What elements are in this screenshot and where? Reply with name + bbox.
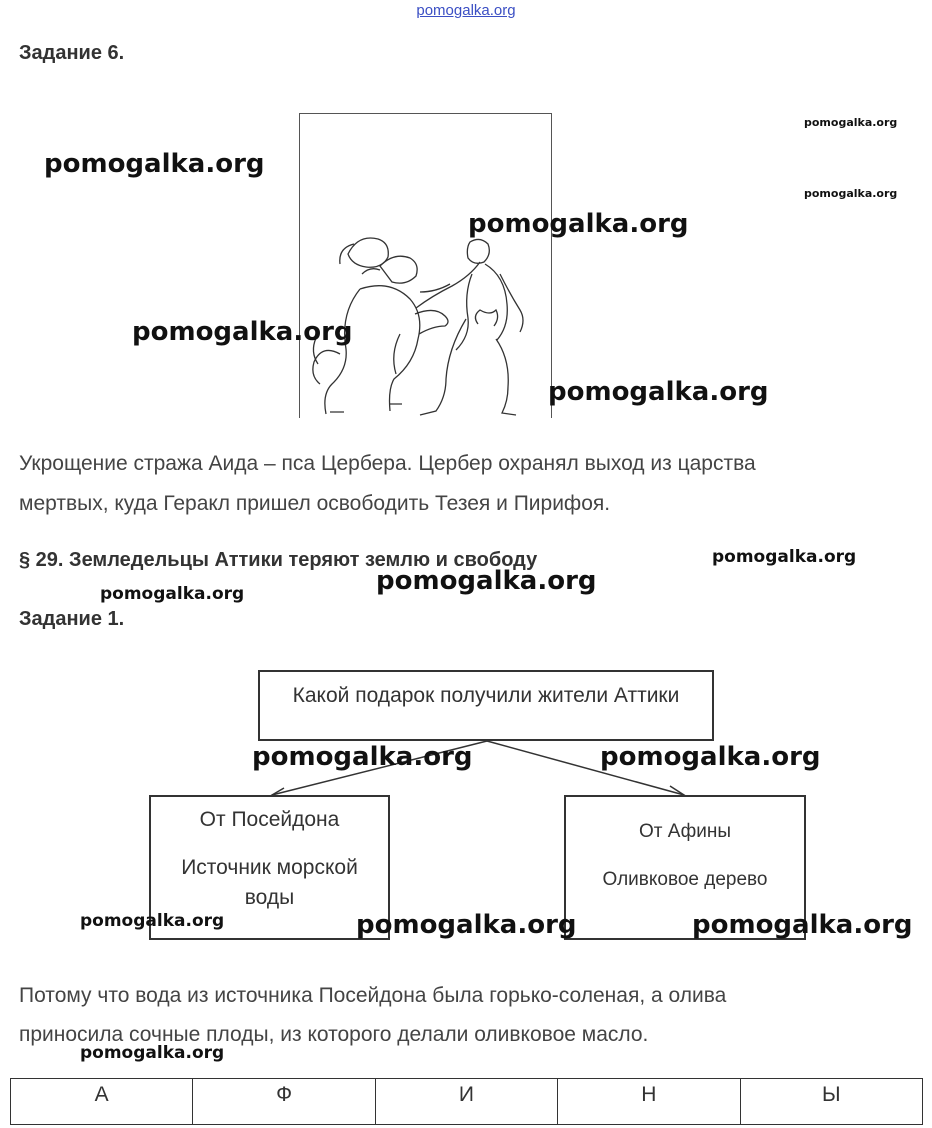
athena-text: Оливковое дерево bbox=[602, 869, 768, 890]
task6-heading: Задание 6. bbox=[19, 42, 125, 64]
task1-answer-line2: приносила сочные плоды, из которого делали оливковое масло. bbox=[19, 1023, 649, 1046]
letter-cell: А bbox=[11, 1079, 193, 1125]
task6-caption-line1: Укрощение стража Аида – пса Цербера. Цербер охранял выход из царства bbox=[19, 452, 756, 475]
watermark: pomogalka.org bbox=[80, 1043, 225, 1063]
diagram-top-box bbox=[258, 670, 714, 741]
diagram-top-text: Какой подарок получили жители Аттики bbox=[292, 684, 680, 707]
athena-title: От Афины bbox=[638, 821, 732, 842]
watermark: pomogalka.org bbox=[804, 116, 898, 129]
watermark: pomogalka.org bbox=[712, 547, 857, 567]
letters-table bbox=[10, 1078, 923, 1125]
watermark: pomogalka.org bbox=[44, 149, 265, 179]
letters-row bbox=[11, 1079, 923, 1125]
task1-answer-line1: Потому что вода из источника Посейдона была горько-соленая, а олива bbox=[19, 984, 727, 1007]
site-header-link[interactable]: pomogalka.org bbox=[416, 2, 516, 19]
watermark: pomogalka.org bbox=[132, 317, 353, 347]
letter-cell: И bbox=[375, 1079, 557, 1125]
section-title: § 29. Земледельцы Аттики теряют землю и свободу bbox=[19, 549, 538, 571]
letter-cell: Н bbox=[558, 1079, 740, 1125]
watermark: pomogalka.org bbox=[100, 584, 245, 604]
task6-caption-line2: мертвых, куда Геракл пришел освободить Тезея и Пирифоя. bbox=[19, 492, 611, 515]
watermark: pomogalka.org bbox=[600, 742, 821, 772]
watermark: pomogalka.org bbox=[80, 911, 225, 931]
watermark: pomogalka.org bbox=[548, 377, 769, 407]
watermark: pomogalka.org bbox=[252, 742, 473, 772]
letter-cell: Ы bbox=[740, 1079, 922, 1125]
watermark: pomogalka.org bbox=[692, 910, 913, 940]
watermark: pomogalka.org bbox=[376, 566, 597, 596]
task1-heading: Задание 1. bbox=[19, 608, 125, 630]
poseidon-text: Источник морской воды bbox=[181, 856, 358, 909]
letter-cell: Ф bbox=[193, 1079, 375, 1125]
poseidon-title: От Посейдона bbox=[199, 808, 340, 831]
watermark: pomogalka.org bbox=[468, 209, 689, 239]
watermark: pomogalka.org bbox=[356, 910, 577, 940]
watermark: pomogalka.org bbox=[804, 187, 898, 200]
